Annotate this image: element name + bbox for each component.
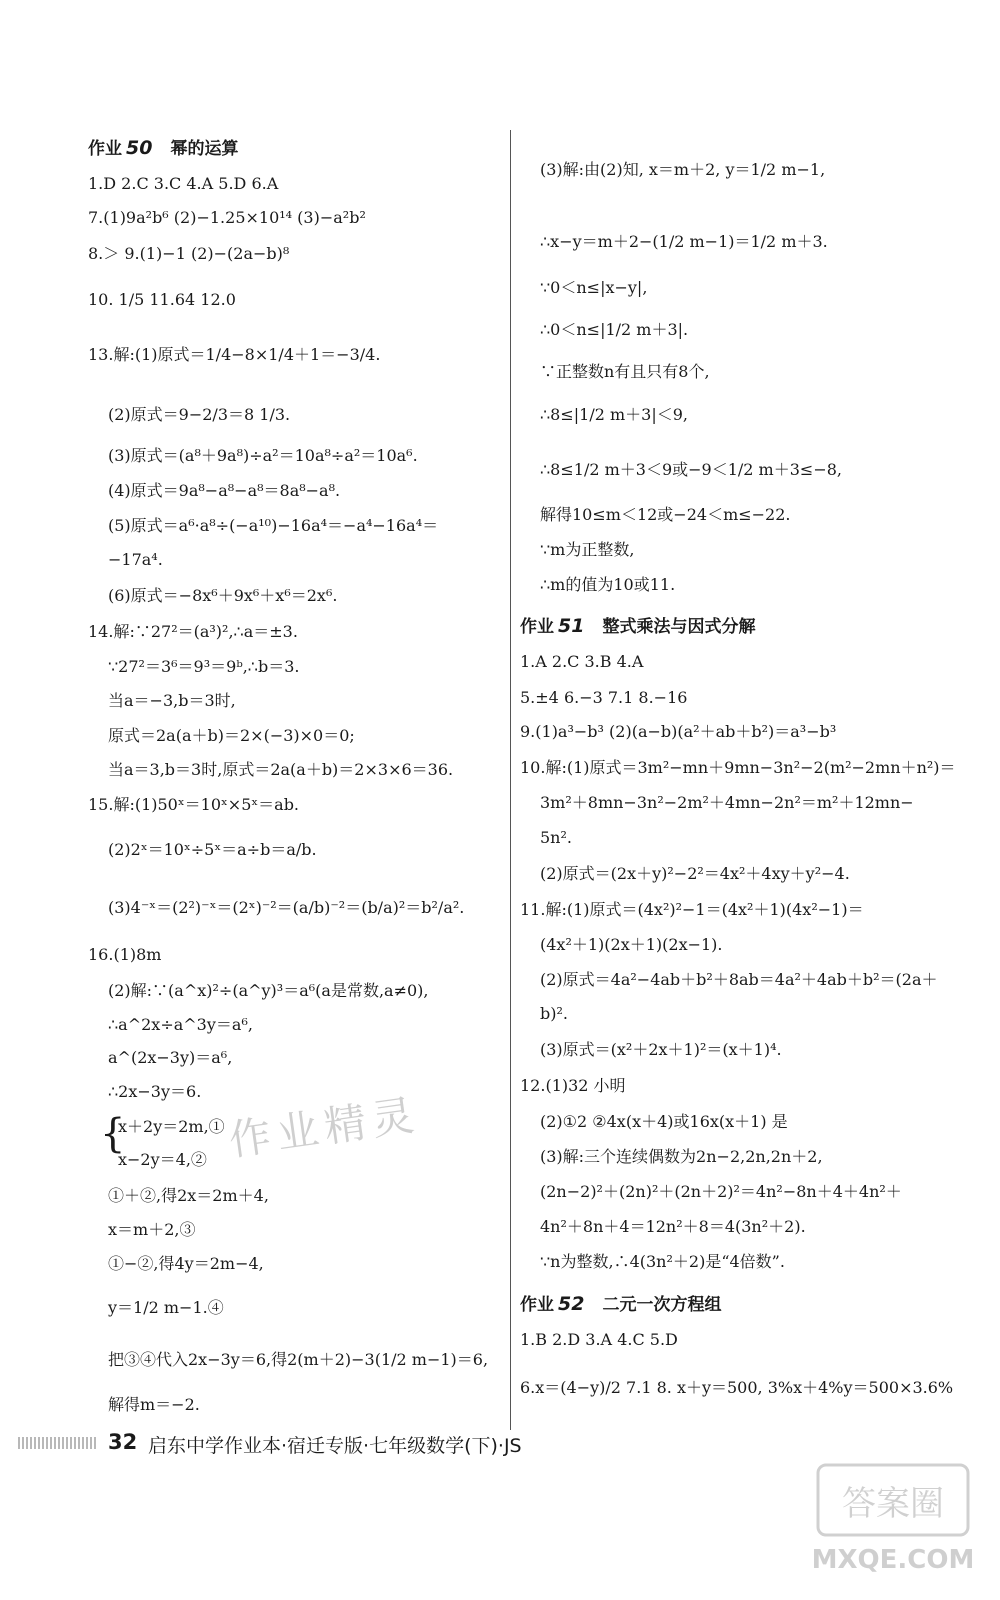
answer-line: (3)原式＝(a⁸＋9a⁸)÷a²＝10a⁸÷a²＝10a⁶. bbox=[108, 446, 418, 465]
answer-line: 6.x＝(4−y)/2 7.1 8. x＋y＝500, 3%x＋4%y＝500×3.6% bbox=[520, 1378, 954, 1397]
watermark-stamp: 作业精灵 bbox=[225, 1089, 423, 1166]
answer-line: 解得10≤m＜12或−24＜m≤−22. bbox=[540, 505, 791, 524]
heading-52: 作业 52 二元一次方程组 bbox=[520, 1293, 722, 1315]
answer-line: (6)原式＝−8x⁶＋9x⁶＋x⁶＝2x⁶. bbox=[108, 586, 338, 605]
answer-line: 10. 1/5 11.64 12.0 bbox=[88, 290, 236, 309]
answer-line: (4)原式＝9a⁸−a⁸−a⁸＝8a⁸−a⁸. bbox=[108, 481, 341, 500]
answer-line: (2)原式＝9−2/3＝8 1/3. bbox=[108, 405, 291, 424]
book-title: 启东中学作业本·宿迁专版·七年级数学(下)·JS bbox=[148, 1435, 522, 1457]
answer-line: ①＋②,得2x＝2m＋4, bbox=[108, 1186, 269, 1205]
page-number: 32 bbox=[108, 1430, 138, 1454]
system-brace: { bbox=[100, 1111, 126, 1157]
footer-decoration bbox=[18, 1437, 98, 1449]
answer-line: x＋2y＝2m,① bbox=[118, 1117, 225, 1136]
answer-line: (3)4⁻ˣ＝(2²)⁻ˣ＝(2ˣ)⁻²＝(a/b)⁻²＝(b/a)²＝b²/a². bbox=[108, 898, 465, 917]
answer-line: ∵n为整数,∴4(3n²＋2)是“4倍数”. bbox=[540, 1252, 785, 1271]
heading-51: 作业 51 整式乘法与因式分解 bbox=[520, 615, 756, 637]
answer-line: x＝m＋2,③ bbox=[108, 1220, 196, 1239]
answer-line: ∴0＜n≤|1/2 m＋3|. bbox=[540, 320, 689, 339]
answer-line: −17a⁴. bbox=[108, 550, 163, 569]
answer-line: y＝1/2 m−1.④ bbox=[108, 1298, 224, 1317]
answer-line: ∴x−y＝m＋2−(1/2 m−1)＝1/2 m＋3. bbox=[540, 232, 828, 251]
answer-line: ∴a^2x÷a^3y＝a⁶, bbox=[108, 1015, 253, 1034]
answer-line: 9.(1)a³−b³ (2)(a−b)(a²＋ab＋b²)＝a³−b³ bbox=[520, 722, 837, 741]
heading-50: 作业 50 幂的运算 bbox=[88, 137, 239, 159]
answer-line: 13.解:(1)原式＝1/4−8×1/4＋1＝−3/4. bbox=[88, 345, 381, 364]
answer-line: b)². bbox=[540, 1004, 568, 1023]
answer-line: 1.A 2.C 3.B 4.A bbox=[520, 652, 644, 671]
answer-line: (2)原式＝4a²−4ab＋b²＋8ab＝4a²＋4ab＋b²＝(2a＋ bbox=[540, 970, 938, 989]
column-divider bbox=[510, 130, 511, 1430]
answer-line: 原式＝2a(a＋b)＝2×(−3)×0＝0; bbox=[108, 726, 355, 745]
watermark-url: MXQE.COM bbox=[811, 1545, 975, 1575]
answer-line: (2)①2 ②4x(x＋4)或16x(x＋1) 是 bbox=[540, 1112, 788, 1131]
answer-line: ∴m的值为10或11. bbox=[540, 575, 676, 594]
answer-line: 10.解:(1)原式＝3m²−mn＋9mn−3n²−2(m²−2mn＋n²)＝ bbox=[520, 758, 956, 777]
answer-line: (3)解:由(2)知, x＝m＋2, y＝1/2 m−1, bbox=[540, 160, 826, 179]
answer-line: ∴2x−3y＝6. bbox=[108, 1082, 202, 1101]
answer-line: (5)原式＝a⁶·a⁸÷(−a¹⁰)−16a⁴＝−a⁴−16a⁴＝ bbox=[108, 516, 439, 535]
answer-line: (3)原式＝(x²＋2x＋1)²＝(x＋1)⁴. bbox=[540, 1040, 782, 1059]
answer-line: 16.(1)8m bbox=[88, 945, 162, 964]
answer-line: 1.B 2.D 3.A 4.C 5.D bbox=[520, 1330, 678, 1349]
answer-line: ∴8≤|1/2 m＋3|＜9, bbox=[540, 405, 689, 424]
answer-line: ∵正整数n有且只有8个, bbox=[540, 362, 710, 381]
answer-line: 5.±4 6.−3 7.1 8.−16 bbox=[520, 688, 688, 707]
answer-line: ∴8≤1/2 m＋3＜9或−9＜1/2 m＋3≤−8, bbox=[540, 460, 842, 479]
answer-line: ∵27²＝3⁶＝9³＝9ᵇ,∴b＝3. bbox=[108, 657, 300, 676]
answer-line: 5n². bbox=[540, 828, 572, 847]
answer-line: (2)解:∵(a^x)²÷(a^y)³＝a⁶(a是常数,a≠0), bbox=[108, 981, 429, 1000]
answer-line: (2)原式＝(2x＋y)²−2²＝4x²＋4xy＋y²−4. bbox=[540, 864, 850, 883]
answer-line: 12.(1)32 小明 bbox=[520, 1076, 626, 1095]
answer-line: 当a＝3,b＝3时,原式＝2a(a＋b)＝2×3×6＝36. bbox=[108, 760, 454, 779]
answer-line: x−2y＝4,② bbox=[118, 1150, 207, 1169]
answer-line: 3m²＋8mn−3n²−2m²＋4mn−2n²＝m²＋12mn− bbox=[540, 793, 914, 812]
answer-line: 15.解:(1)50ˣ＝10ˣ×5ˣ＝ab. bbox=[88, 795, 300, 814]
answer-line: 把③④代入2x−3y＝6,得2(m＋2)−3(1/2 m−1)＝6, bbox=[108, 1350, 489, 1369]
answer-line: a^(2x−3y)＝a⁶, bbox=[108, 1048, 233, 1067]
answer-line: 8.＞ 9.(1)−1 (2)−(2a−b)⁸ bbox=[88, 244, 290, 263]
answer-line: 1.D 2.C 3.C 4.A 5.D 6.A bbox=[88, 174, 279, 193]
svg-text:答案圈: 答案圈 bbox=[842, 1484, 944, 1524]
answer-line: 解得m＝−2. bbox=[108, 1395, 200, 1414]
answer-line: (2)2ˣ＝10ˣ÷5ˣ＝a÷b＝a/b. bbox=[108, 840, 317, 859]
answer-line: 14.解:∵27²＝(a³)²,∴a＝±3. bbox=[88, 622, 298, 641]
answer-line: 11.解:(1)原式＝(4x²)²−1＝(4x²＋1)(4x²−1)＝ bbox=[520, 900, 864, 919]
watermark-logo bbox=[808, 1460, 978, 1580]
answer-line: ①−②,得4y＝2m−4, bbox=[108, 1254, 264, 1273]
answer-line: 4n²＋8n＋4＝12n²＋8＝4(3n²＋2). bbox=[540, 1217, 806, 1236]
answer-line: (4x²＋1)(2x＋1)(2x−1). bbox=[540, 935, 723, 954]
answer-line: 当a＝−3,b＝3时, bbox=[108, 691, 236, 710]
answer-line: (2n−2)²＋(2n)²＋(2n＋2)²＝4n²−8n＋4＋4n²＋ bbox=[540, 1182, 902, 1201]
answer-line: ∵m为正整数, bbox=[540, 540, 635, 559]
answer-line: (3)解:三个连续偶数为2n−2,2n,2n＋2, bbox=[540, 1147, 823, 1166]
answer-line: ∵0＜n≤|x−y|, bbox=[540, 278, 648, 297]
answer-line: 7.(1)9a²b⁶ (2)−1.25×10¹⁴ (3)−a²b² bbox=[88, 208, 366, 227]
